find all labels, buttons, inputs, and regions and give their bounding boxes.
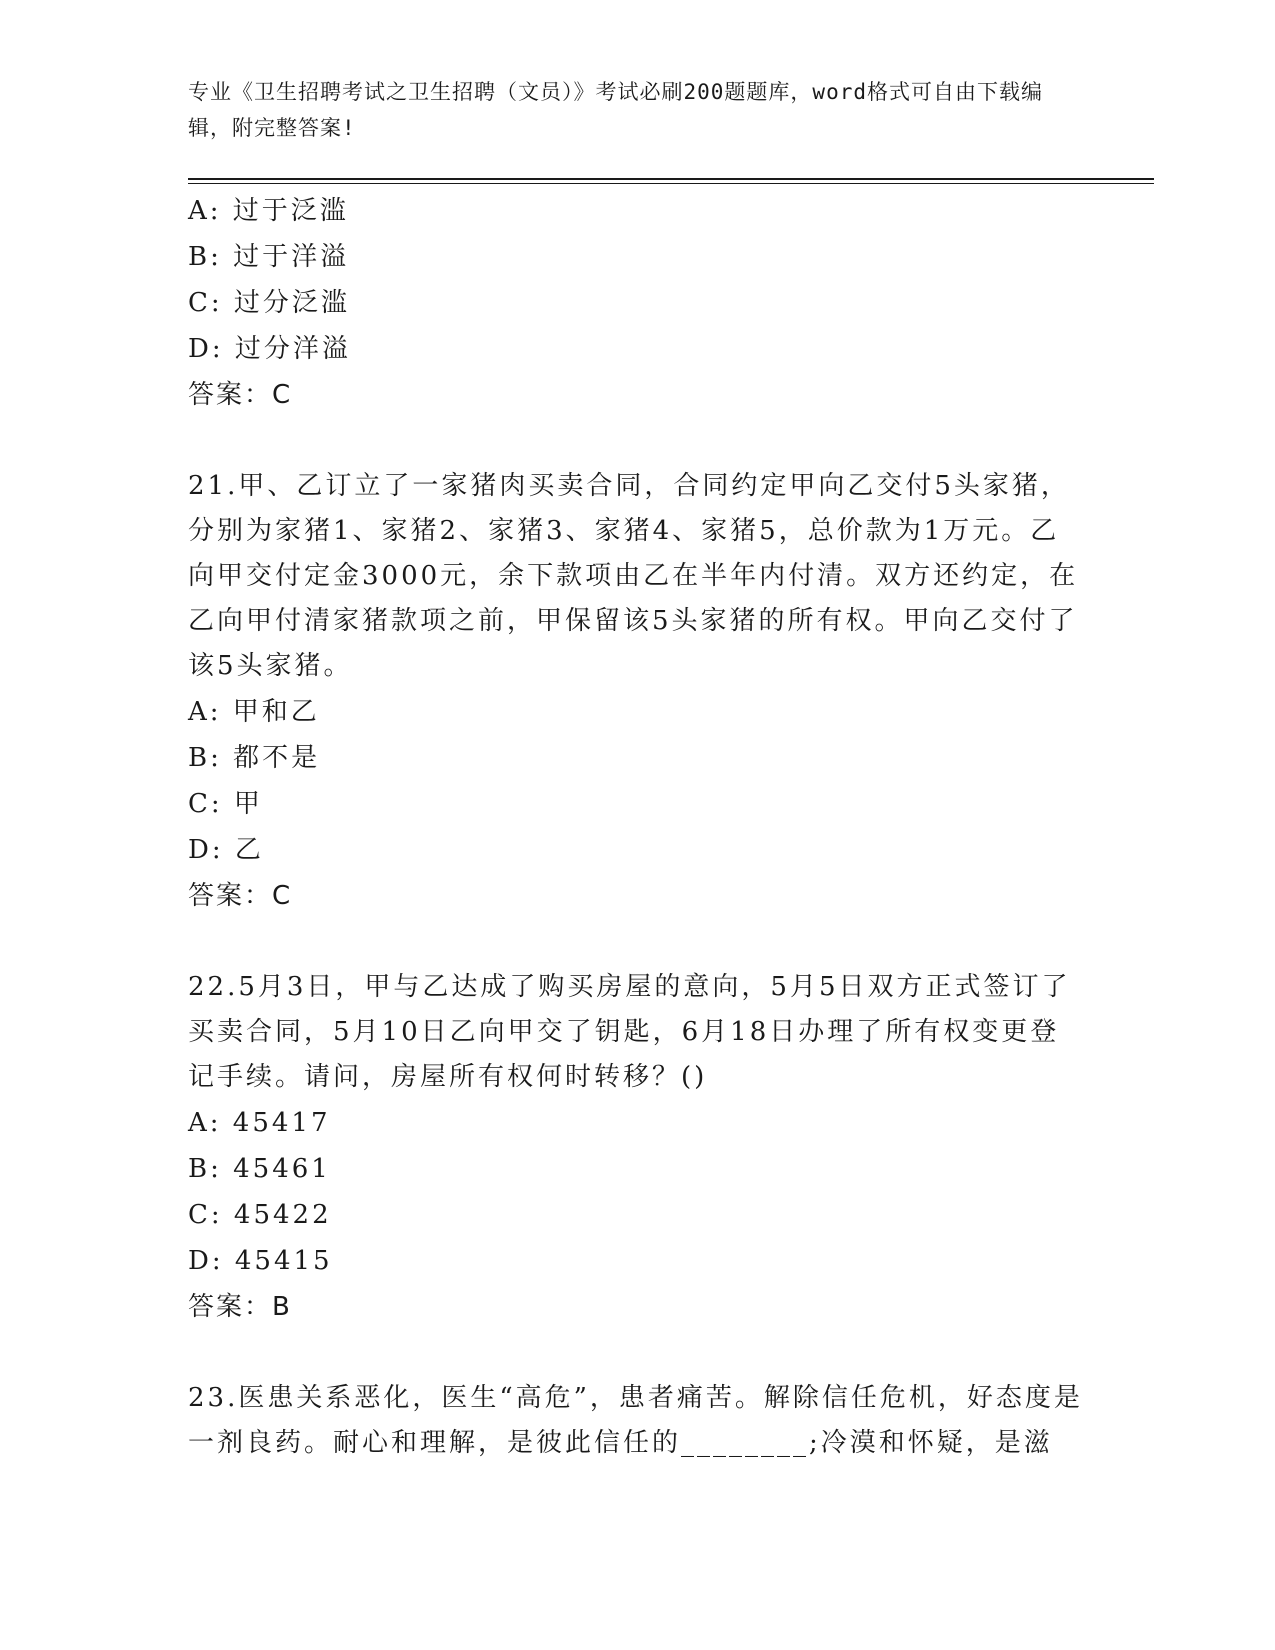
question-block-22 <box>188 965 1088 1330</box>
question-block-23 <box>188 1376 1088 1466</box>
answer-line: 答案：C <box>188 380 293 410</box>
answer-line: 答案：B <box>188 1292 292 1322</box>
answer-line: 答案：C <box>188 881 293 911</box>
option-d: D: 45415 <box>188 1246 333 1276</box>
question-block-20 <box>188 188 1088 418</box>
question-text: 22.5月3日，甲与乙达成了购买房屋的意向，5月5日双方正式签订了买卖合同，5月10日乙向甲交了钥匙，6月18日办理了所有权变更登记手续。请问，房屋所有权何时转移？() <box>188 972 1071 1092</box>
option-a: A: 45417 <box>188 1108 331 1138</box>
header-divider-thick <box>188 178 1154 180</box>
question-text: 23.医患关系恶化，医生“高危”，患者痛苦。解除信任危机，好态度是一剂良药。耐心和理解，是彼此信任的________;冷漠和怀疑，是滋 <box>188 1383 1083 1458</box>
option-b: B: 45461 <box>188 1154 331 1184</box>
question-text: 21.甲、乙订立了一家猪肉买卖合同，合同约定甲向乙交付5头家猪，分别为家猪1、家猪2、家猪3、家猪4、家猪5，总价款为1万元。乙向甲交付定金3000元，余下款项由乙在半年内付清。双方还约定，在乙向甲付清家猪款项之前，甲保留该5头家猪的所有权。甲向乙交付了该5头家猪。 <box>188 471 1079 681</box>
block-spacer <box>188 418 1088 464</box>
option-a: A: 甲和乙 <box>188 697 320 727</box>
option-b: B: 过于洋溢 <box>188 242 350 272</box>
option-c: C: 45422 <box>188 1200 332 1230</box>
option-d: D: 过分洋溢 <box>188 334 351 364</box>
option-c: C: 过分泛滥 <box>188 288 350 318</box>
block-spacer <box>188 919 1088 965</box>
block-spacer <box>188 1330 1088 1376</box>
question-block-21 <box>188 464 1088 919</box>
document-header-title: 专业《卫生招聘考试之卫生招聘（文员）》考试必刷200题题库，word格式可自由下载编辑，附完整答案! <box>188 80 1043 140</box>
header-divider-thin <box>188 183 1154 184</box>
option-d: D: 乙 <box>188 835 264 865</box>
option-b: B: 都不是 <box>188 743 321 773</box>
option-a: A: 过于泛滥 <box>188 196 349 226</box>
option-c: C: 甲 <box>188 789 263 819</box>
question-list <box>188 188 1088 1466</box>
